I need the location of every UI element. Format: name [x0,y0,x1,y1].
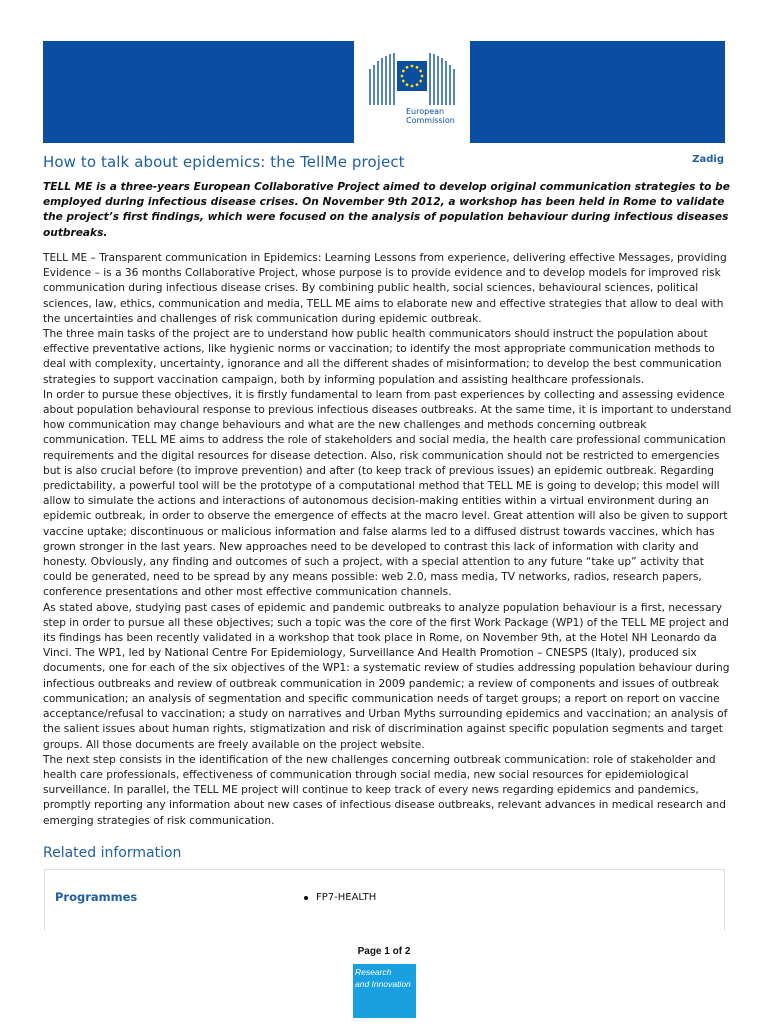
page-number: Page 1 of 2 [357,946,411,957]
body-paragraph: The next step consists in the identification of the new challenges concerning outbreak communication: role of stakeholder and health care professionals, effectiveness of communication through social media, new social resources for epidemiological surveillance. In parallel, the TELL ME project will continue to keep track of every news regarding epidemics and pandemics, promptly reporting any information about new cases of infectious disease outbreaks, relevant advances in medical research and emerging strategies of risk communication. [43,753,726,827]
logo-line-2: Commission [406,116,455,125]
badge-line-1: Research [355,967,392,977]
header-banner [43,41,725,143]
research-innovation-badge [353,964,416,1018]
commission-building-icon [364,49,460,107]
article-body [43,251,733,829]
article-lead: TELL ME is a three-years European Collaborative Project aimed to develop original communication strategies to be employed during infectious disease crises. On November 9th 2012, a workshop has been held in Rome to validate the project’s first findings, which were focused on the analysis of population behaviour during infectious diseases outbreaks. [43,181,730,239]
related-information-heading: Related information [43,845,182,861]
body-paragraph: In order to pursue these objectives, it is firstly fundamental to learn from past experiences by collecting and assessing evidence about population behavioural response to previous infectious diseases outbreaks. At the same time, it is important to understand how communication may change behaviours and what are the new challenges and methods concerning outbreak communication. TELL ME aims to address the role of stakeholders and social media, the health care professional communication requirements and the digital resources for disease detection. Also, risk communication should not be restricted to emergencies but is also crucial before (to improve prevention) and after (to keep track of previous issues) an epidemic outbreak. Regarding predictability, a powerful tool will be the prototype of a computational method that TELL ME is going to develop; this model will allow to simulate the actions and interactions of autonomous decision-making entities within a virtual environment during an epidemic outbreak, in order to observe the emergence of effects at the macro level. Great attention will also be given to support vaccine uptake; discontinuous or malicious information and false alarms led to a diffused distrust towards vaccines, which has grown stronger in the last years. New approaches need to be developed to contrast this lack of information with clarity and honesty. Obviously, any finding and outcomes of such a project, with a special attention to any future “take up” activity that could be generated, need to be spread by any means possible: web 2.0, mass media, TV networks, radios, research papers, conference presentations and other most effective communication channels. [43,388,732,599]
body-paragraph: The three main tasks of the project are to understand how public health communicators should instruct the population about effective preventative actions, like hygienic norms or vaccination; to identify the most appropriate communication methods to deal with complexity, uncertainty, ignorance and all the different shades of misinformation; to develop the best communication strategies to support vaccination campaign, both by informing population and assisting healthcare professionals. [43,328,722,386]
body-paragraph: TELL ME – Transparent communication in Epidemics: Learning Lessons from experience, delivering effective Messages, providing Evidence – is a 36 months Collaborative Project, whose purpose is to provide evidence and to develop models for improved risk communication during infectious disease crises. By combining public health, social sciences, behavioural sciences, political sciences, law, ethics, communication and media, TELL ME aims to elaborate new and effective strategies that allow to deal with the uncertainties and challenges of risk communication during epidemic outbreak. [43,252,727,325]
logo-wordmark [406,107,455,125]
programmes-label: Programmes [55,890,138,904]
badge-line-2: and Innovation [355,979,411,989]
logo-line-1: European [406,107,445,116]
european-commission-logo [354,41,470,143]
programme-value: FP7-HEALTH [316,892,377,903]
programme-item [302,892,376,903]
page-title: How to talk about epidemics: the TellMe project [43,153,405,171]
body-paragraph: As stated above, studying past cases of epidemic and pandemic outbreaks to analyze population behaviour is a first, necessary step in order to pursue all these objectives; such a topic was the core of the first Work Package (WP1) of the TELL ME project and its findings has been recently validated in a workshop that took place in Rome, on November 9th, at the Hotel NH Leonardo da Vinci. The WP1, led by National Centre For Epidemiology, Surveillance And Health Promotion – CNESPS (Italy), produced six documents, one for each of the six objectives of the WP1: a systematic review of studies addressing population behaviour during infectious outbreaks and review of outbreak communication in 2009 pandemic; a review of components and issues of outbreak communication; an analysis of segmentation and specific communication needs of target groups; a report on report on vaccine acceptance/refusal to vaccination; a study on narratives and Urban Myths surrounding epidemics and vaccination; an analysis of the salient issues about human rights, stigmatization and risk of discrimination against specific population segments and target groups. All those documents are freely available on the project website. [43,601,730,751]
related-information-box [44,869,725,930]
author-name: Zadig [692,154,724,165]
